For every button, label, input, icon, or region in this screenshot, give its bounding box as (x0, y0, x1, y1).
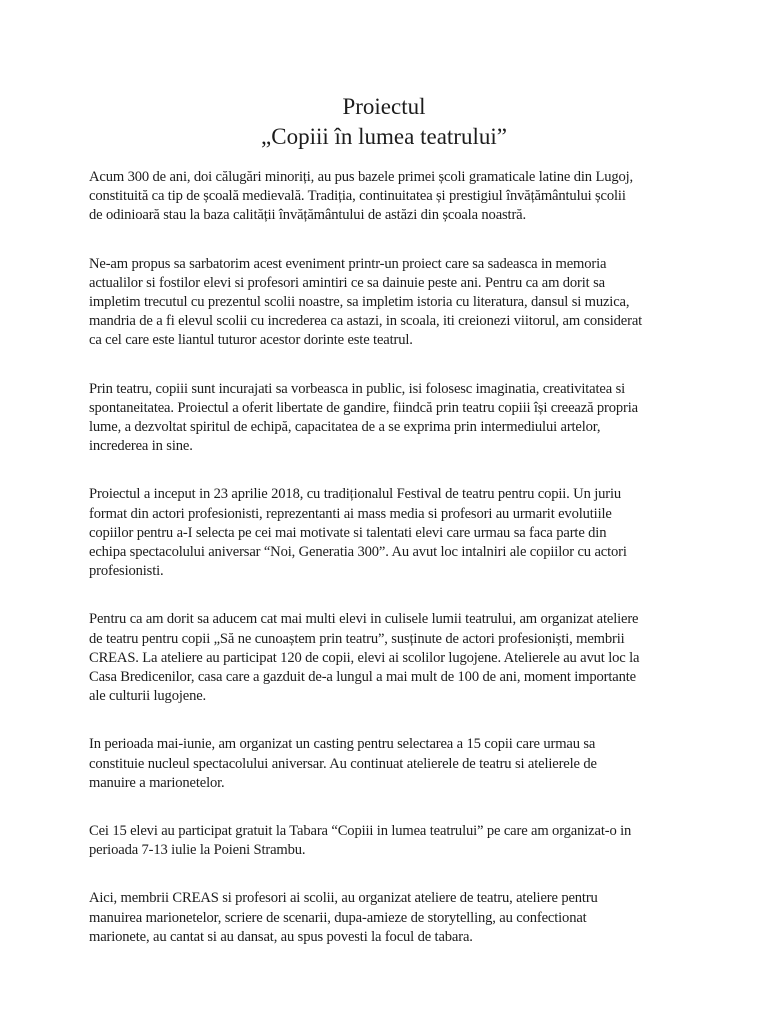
paragraph-line: ca cel care este liantul tuturor acestor dorinte este teatrul. (89, 332, 413, 349)
paragraph-line: Ne-am propus sa sarbatorim acest eveniment printr-un proiect care sa sadeasca in memoria (89, 255, 607, 272)
paragraph-line: format din actori profesionisti, reprezentanti ai mass media si profesori au urmarit evolutiile (89, 505, 612, 522)
paragraph-line: actualilor si fostilor elevi si profesori amintiri ce sa dainuie peste ani. Pentru ca am dorit sa (89, 274, 605, 291)
paragraph (89, 255, 685, 351)
paragraph-line: Prin teatru, copiii sunt incurajati sa vorbeasca in public, isi folosesc imaginatia, creativitatea si (89, 380, 625, 397)
paragraph-line: Pentru ca am dorit sa aducem cat mai multi elevi in culisele lumii teatrului, am organizat ateliere (89, 611, 639, 628)
paragraph-line: spontaneitatea. Proiectul a oferit libertate de gandire, fiindcă prin teatru copiii își creează propria (89, 399, 638, 416)
paragraph-line: impletim trecutul cu prezentul scolii noastre, sa impletim istoria cu literatura, dansul si muzica, (89, 294, 630, 311)
paragraph (89, 168, 685, 226)
paragraph-line: Aici, membrii CREAS si profesori ai scolii, au organizat ateliere de teatru, ateliere pentru (89, 890, 598, 907)
paragraph-line: perioada 7-13 iulie la Poieni Strambu. (89, 842, 306, 859)
document-title (0, 92, 768, 152)
paragraph-line: Cei 15 elevi au participat gratuit la Tabara “Copiii in lumea teatrului” pe care am organizat-o in (89, 823, 632, 840)
paragraph-line: profesionisti. (89, 563, 164, 580)
paragraph-line: constituită ca tip de școală medievală. Tradiția, continuitatea și prestigiul învățământului școlii (89, 188, 626, 205)
paragraph-line: Casa Bredicenilor, casa care a gazduit de-a lungul a mai mult de 100 de ani, moment importante (89, 669, 636, 686)
paragraph (89, 380, 685, 457)
paragraph-line: CREAS. La ateliere au participat 120 de copii, elevi ai scolilor lugojene. Atelierele au avut loc la (89, 649, 640, 666)
paragraph-line: lume, a dezvoltat spiritul de echipă, capacitatea de a se exprima prin intermediului artelor, (89, 419, 601, 436)
paragraph-line: Acum 300 de ani, doi călugări minoriți, au pus bazele primei școli gramaticale latine din Lugoj, (89, 169, 634, 185)
paragraph (89, 485, 685, 581)
paragraph-line: constituie nucleul spectacolului aniversar. Au continuat atelierele de teatru si atelierele de (89, 755, 597, 772)
paragraph-line: de odinioară stau la baza calității învățământului de astăzi din școala noastră. (89, 207, 526, 224)
paragraph-line: marionete, au cantat si au dansat, au spus povesti la focul de tabara. (89, 928, 473, 945)
paragraph-line: echipa spectacolului aniversar “Noi, Generatia 300”. Au avut loc intalniri ale copiilor cu actori (89, 544, 627, 561)
paragraph (89, 610, 685, 706)
paragraph-line: In perioada mai-iunie, am organizat un casting pentru selectarea a 15 copii care urmau sa (89, 736, 596, 753)
paragraph (89, 889, 685, 947)
title-line-2: „Copiii în lumea teatrului” (261, 124, 507, 149)
paragraph-line: Proiectul a inceput in 23 aprilie 2018, cu tradiționalul Festival de teatru pentru copii. Un juriu (89, 486, 622, 503)
paragraph-line: manuirea marionetelor, scriere de scenarii, dupa-amieze de storytelling, au confectionat (89, 909, 587, 926)
document-body (89, 168, 685, 976)
paragraph-line: ale culturii lugojene. (89, 688, 207, 705)
paragraph-line: copiilor pentru a-I selecta pe cei mai motivate si talentati elevi care urmau sa faca parte din (89, 524, 607, 541)
paragraph (89, 735, 685, 793)
paragraph-line: mandria de a fi elevul scolii cu increderea ca astazi, in scoala, iti creionezi viitorul, am considerat (89, 313, 643, 330)
paragraph-line: manuire a marionetelor. (89, 774, 225, 791)
paragraph-line: de teatru pentru copii „Să ne cunoaștem prin teatru”, susținute de actori profesioniști, membrii (89, 630, 625, 647)
paragraph (89, 822, 685, 860)
paragraph-line: increderea in sine. (89, 438, 193, 455)
title-line-1: Proiectul (342, 94, 426, 119)
